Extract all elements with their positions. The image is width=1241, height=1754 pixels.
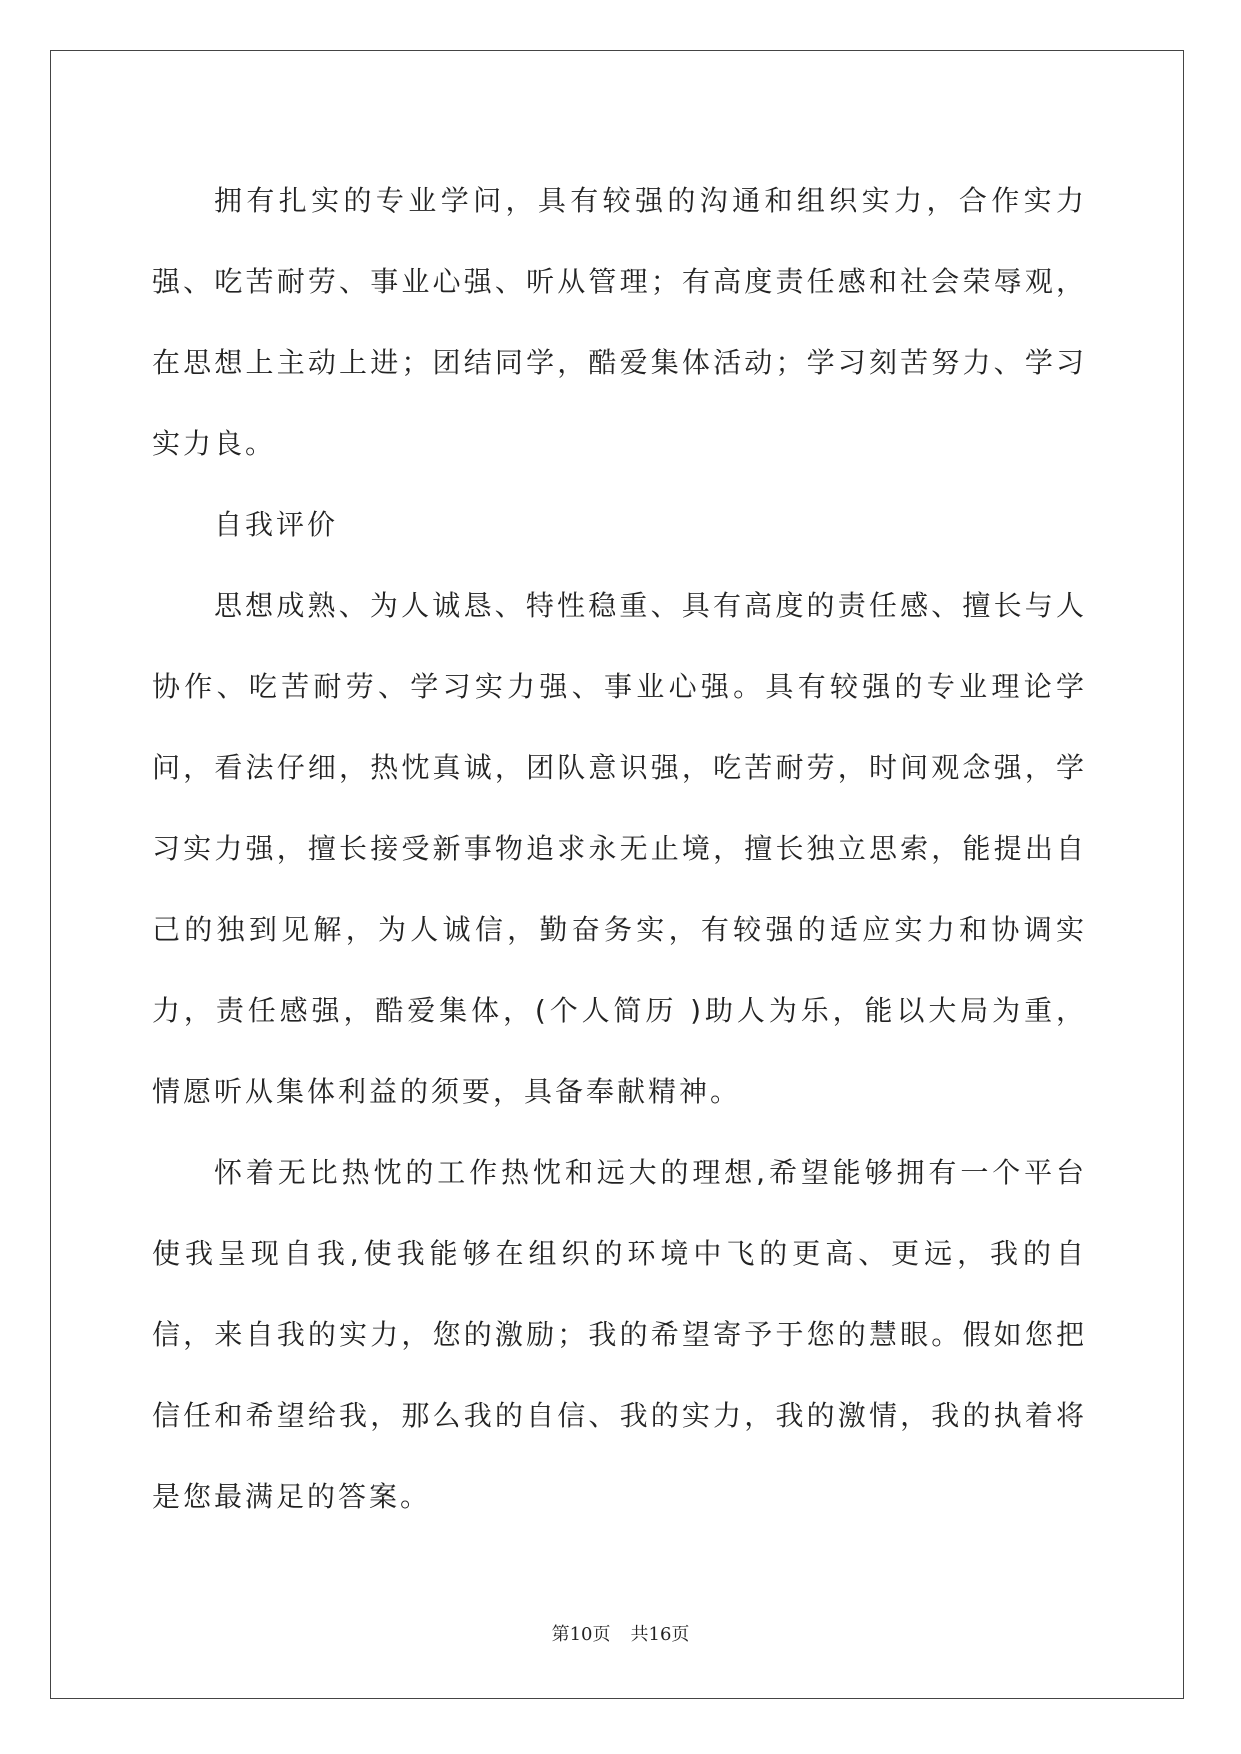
page-total: 共16页 — [630, 1624, 690, 1645]
page-number: 第10页 — [551, 1624, 611, 1645]
paragraph-skills: 拥有扎实的专业学问，具有较强的沟通和组织实力，合作实力强、吃苦耐劳、事业心强、听从管理；有高度责任感和社会荣辱观，在思想上主动上进；团结同学，酷爱集体活动；学习刻苦努力、学习实力良。 — [152, 184, 1087, 460]
section-heading-self-evaluation: 自我评价 — [214, 508, 339, 541]
paragraph-aspiration: 怀着无比热忱的工作热忱和远大的理想,希望能够拥有一个平台使我呈现自我,使我能够在组织的环境中飞的更高、更远，我的自信，来自我的实力，您的激励；我的希望寄予于您的慧眼。假如您把信任和希望给我，那么我的自信、我的实力，我的激情，我的执着将是您最满足的答案。 — [152, 1156, 1087, 1513]
paragraph-self-evaluation: 思想成熟、为人诚恳、特性稳重、具有高度的责任感、擅长与人协作、吃苦耐劳、学习实力强、事业心强。具有较强的专业理论学问，看法仔细，热忱真诚，团队意识强，吃苦耐劳，时间观念强，学习实力强，擅长接受新事物追求永无止境，擅长独立思索，能提出自己的独到见解，为人诚信，勤奋务实，有较强的适应实力和协调实力，责任感强，酷爱集体，(个人简历 )助人为乐，能以大局为重，情愿听从集体利益的须要，具备奉献精神。 — [152, 589, 1087, 1108]
document-body — [152, 160, 1087, 1537]
page-footer — [0, 1620, 1241, 1646]
